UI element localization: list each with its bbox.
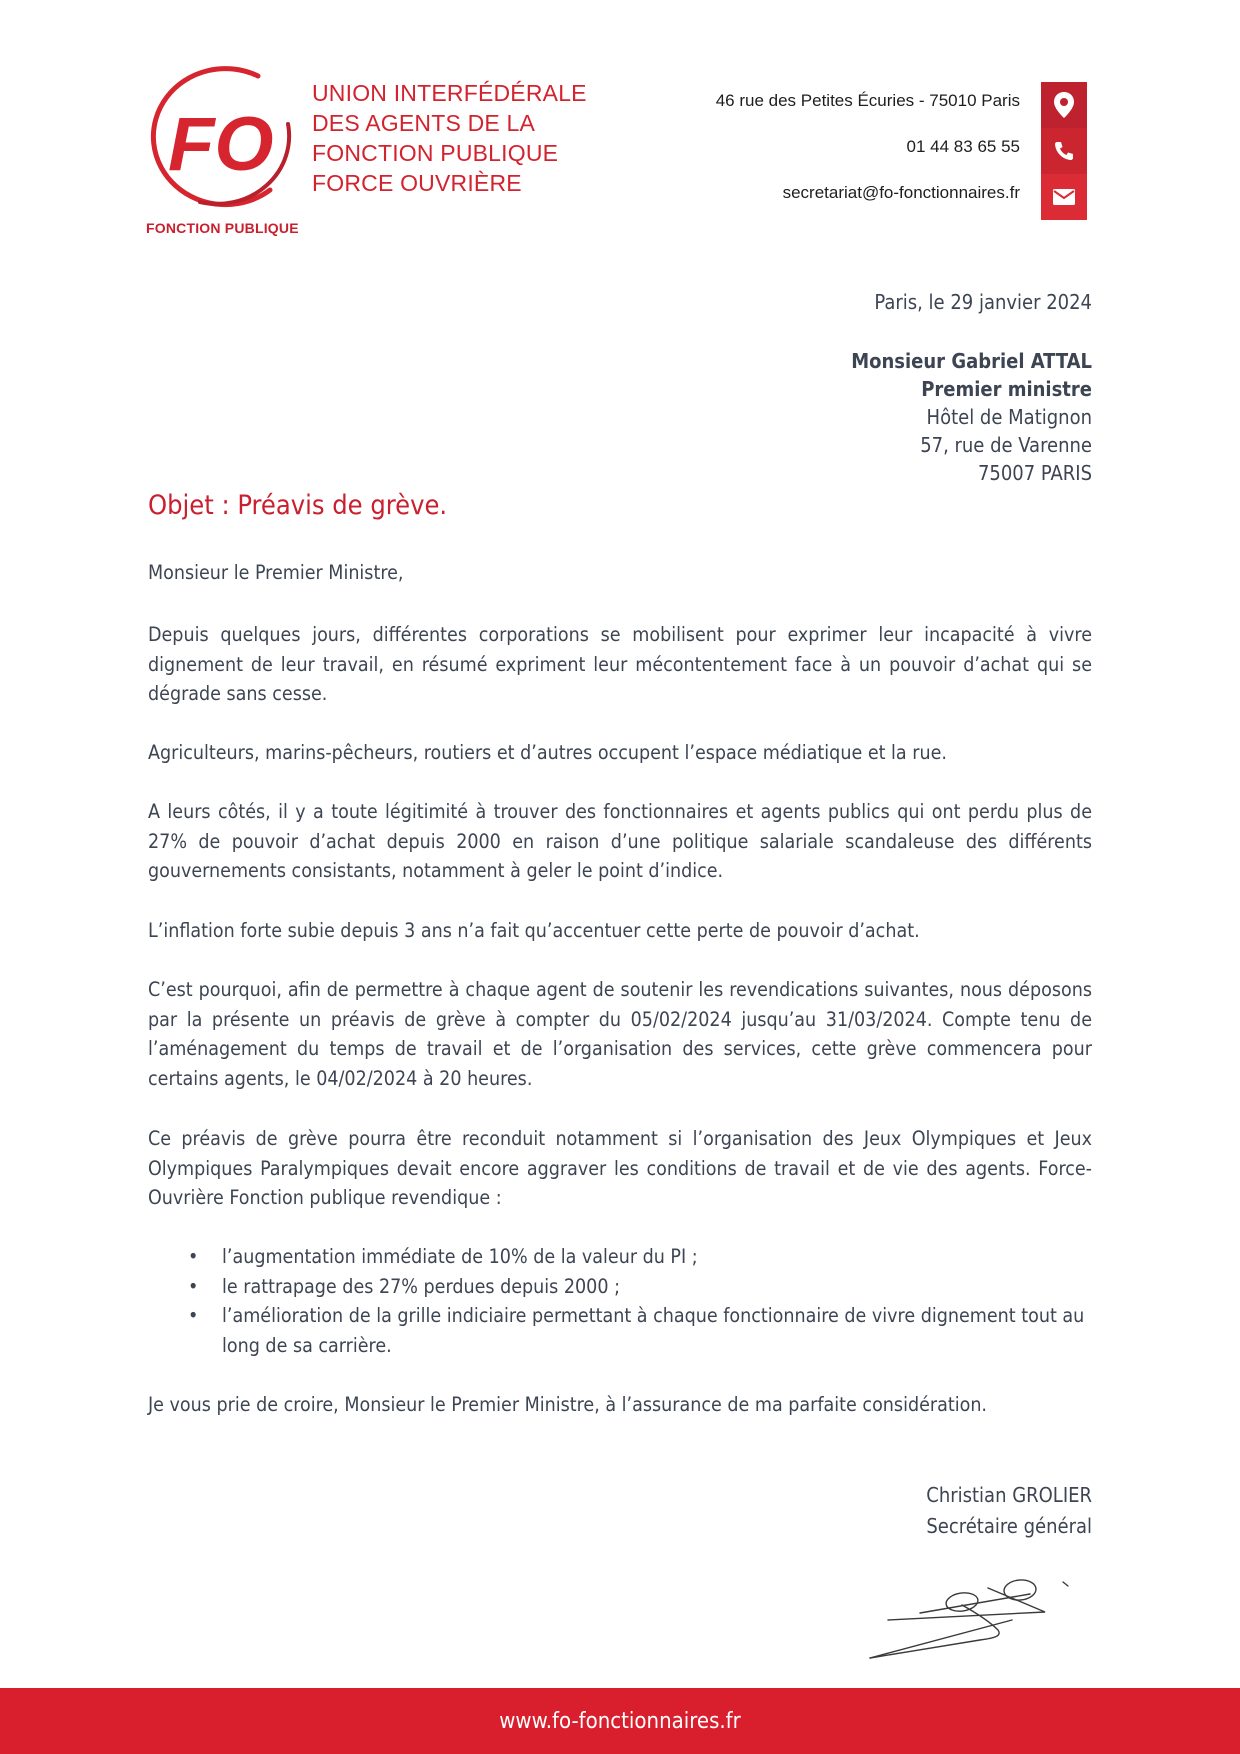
bullet-icon: • xyxy=(188,1304,199,1327)
org-name-line: UNION INTERFÉDÉRALE xyxy=(312,80,587,106)
location-pin-icon xyxy=(1041,82,1087,128)
signer-block xyxy=(926,1480,1092,1542)
body-paragraph: C’est pourquoi, afin de permettre à chaque agent de soutenir les revendications suivantes, nous déposons par la présente un préavis de grève à compter du 05/02/2024 jusqu’au 31/03/2024. Compte tenu de l’aménagement du temps de travail et de l’organisation des services, cette grève commencera pour certains agents, le 04/02/2024 à 20 heures. xyxy=(148,978,1092,1090)
org-name-line: FONCTION PUBLIQUE xyxy=(312,140,559,166)
recipient-title: Premier ministre xyxy=(921,377,1092,401)
organization-name xyxy=(312,78,587,198)
letter-date: Paris, le 29 janvier 2024 xyxy=(874,290,1092,314)
org-name-line: FORCE OUVRIÈRE xyxy=(312,170,522,196)
body-paragraph: A leurs côtés, il y a toute légitimité à trouver des fonctionnaires et agents publics qui ont perdu plus de 27% de pouvoir d’achat depuis 2000 en raison d’une politique salariale scandaleuse des différents gouvernements consistants, notamment à geler le point d’indice. xyxy=(148,800,1092,882)
letter-closing: Je vous prie de croire, Monsieur le Premier Ministre, à l’assurance de ma parfaite considération. xyxy=(148,1393,988,1416)
contact-info xyxy=(716,84,1020,216)
handwritten-signature xyxy=(850,1560,1080,1660)
recipient-address-line: Hôtel de Matignon xyxy=(926,405,1092,429)
recipient-block xyxy=(851,347,1092,487)
org-name-line: DES AGENTS DE LA xyxy=(312,110,536,136)
recipient-address-line: 75007 PARIS xyxy=(977,461,1092,485)
logo-caption: FONCTION PUBLIQUE xyxy=(146,220,299,236)
contact-phone: 01 44 83 65 55 xyxy=(906,137,1020,156)
demand-text: le rattrapage des 27% perdues depuis 2000 ; xyxy=(222,1274,620,1298)
fo-logo-mark xyxy=(140,62,300,214)
contact-email[interactable]: secretariat@fo-fonctionnaires.fr xyxy=(782,183,1020,202)
body-paragraph: Depuis quelques jours, différentes corporations se mobilisent pour exprimer leur incapacité à vivre dignement de leur travail, en résumé expriment leur mécontentement face à un pouvoir d’achat qui se dégrade sans cesse. xyxy=(148,623,1092,705)
demand-item xyxy=(148,1272,1092,1302)
phone-icon xyxy=(1041,128,1087,174)
demand-item xyxy=(148,1301,1092,1360)
fo-logo xyxy=(140,62,300,214)
body-paragraph: Agriculteurs, marins-pêcheurs, routiers et d’autres occupent l’espace médiatique et la rue. xyxy=(148,741,947,764)
letter-greeting: Monsieur le Premier Ministre, xyxy=(148,561,404,584)
signer-name: Christian GROLIER xyxy=(926,1483,1092,1507)
signer-role: Secrétaire général xyxy=(926,1514,1092,1538)
recipient-name: Monsieur Gabriel ATTAL xyxy=(851,349,1092,373)
letter-subject: Objet : Préavis de grève. xyxy=(148,490,448,521)
envelope-icon xyxy=(1041,174,1087,220)
recipient-address-line: 57, rue de Varenne xyxy=(920,433,1092,457)
contact-address: 46 rue des Petites Écuries - 75010 Paris xyxy=(715,91,1020,110)
footer-website-link[interactable]: www.fo-fonctionnaires.fr xyxy=(499,1708,741,1734)
bullet-icon: • xyxy=(188,1245,199,1268)
bullet-icon: • xyxy=(188,1274,199,1298)
demand-text: l’augmentation immédiate de 10% de la valeur du PI ; xyxy=(222,1245,698,1268)
body-paragraph: L’inflation forte subie depuis 3 ans n’a fait qu’accentuer cette perte de pouvoir d’achat. xyxy=(148,919,920,942)
demand-item xyxy=(148,1242,1092,1272)
footer-bar xyxy=(0,1688,1240,1754)
contact-icon-strip xyxy=(1041,82,1087,220)
demand-text: l’amélioration de la grille indiciaire permettant à chaque fonctionnaire de vivre dignement tout au long de sa carrière. xyxy=(222,1304,1085,1357)
fo-logo-letters: FO xyxy=(168,102,274,187)
demands-list xyxy=(148,1242,1092,1360)
body-paragraph: Ce préavis de grève pourra être reconduit notamment si l’organisation des Jeux Olympiques et Jeux Olympiques Paralympiques devait encore aggraver les conditions de travail et de vie des agents. Force-Ouvrière Fonction publique revendique : xyxy=(148,1127,1092,1209)
